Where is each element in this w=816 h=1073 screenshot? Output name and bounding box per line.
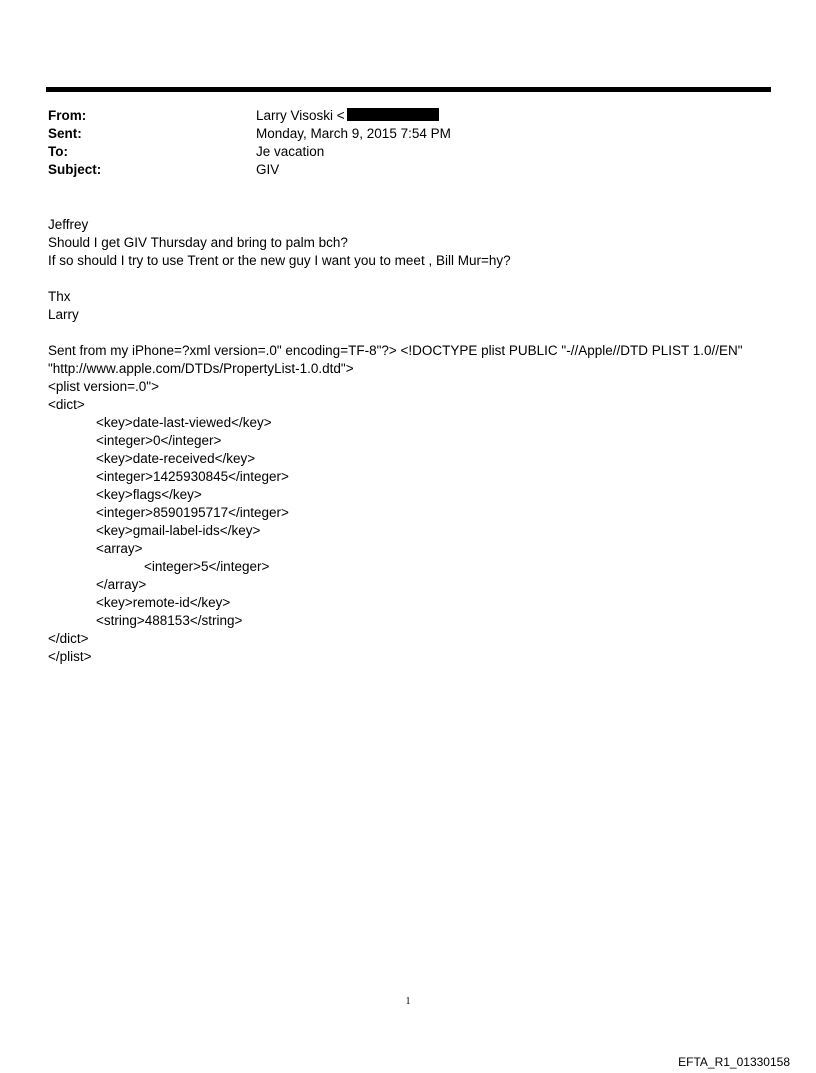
plist-array-item: <integer>5</integer> (144, 559, 270, 574)
signoff-thanks: Thx (48, 289, 71, 304)
from-row (48, 107, 451, 125)
plist-key-date-last-viewed: <key>date-last-viewed</key> (96, 415, 272, 430)
plist-value-flags: <integer>8590195717</integer> (96, 505, 289, 520)
plist-open: <plist version=.0"> (48, 379, 159, 394)
plist-key-date-received: <key>date-received</key> (96, 451, 256, 466)
plist-value-date-last-viewed: <integer>0</integer> (96, 433, 222, 448)
signoff-name: Larry (48, 307, 79, 322)
email-body (48, 216, 788, 666)
header-rule (46, 87, 771, 92)
sent-from-line-1: Sent from my iPhone=?xml version=.0" encoding=TF-8"?> <!DOCTYPE plist PUBLIC "-//Apple//DTD PLIST 1.0//EN" (48, 343, 743, 358)
body-line-2: If so should I try to use Trent or the new guy I want you to meet , Bill Mur=hy? (48, 253, 511, 268)
subject-value: GIV (256, 162, 280, 177)
sent-from-line-2: "http://www.apple.com/DTDs/PropertyList-1.0.dtd"> (48, 361, 354, 376)
plist-array-open: <array> (96, 541, 143, 556)
redaction-block (347, 108, 439, 121)
plist-key-remote-id: <key>remote-id</key> (96, 595, 231, 610)
plist-key-gmail-label-ids: <key>gmail-label-ids</key> (96, 523, 261, 538)
spacer (48, 324, 788, 342)
greeting: Jeffrey (48, 217, 89, 232)
plist-key-flags: <key>flags</key> (96, 487, 202, 502)
from-name: Larry Visoski < (256, 108, 345, 123)
plist-array-close: </array> (96, 577, 147, 592)
dict-close: </dict> (48, 631, 89, 646)
email-header (48, 107, 451, 179)
to-value: Je vacation (256, 144, 325, 159)
to-label: To: (48, 144, 68, 159)
from-value (256, 107, 439, 125)
document-id: EFTA_R1_01330158 (678, 1055, 790, 1069)
to-row (48, 143, 451, 161)
subject-row (48, 161, 451, 179)
from-label: From: (48, 108, 87, 123)
page-number: 1 (405, 996, 411, 1007)
plist-value-date-received: <integer>1425930845</integer> (96, 469, 289, 484)
sent-row (48, 125, 451, 143)
dict-open: <dict> (48, 397, 85, 412)
plist-value-remote-id: <string>488153</string> (96, 613, 243, 628)
spacer (48, 270, 788, 288)
sent-value: Monday, March 9, 2015 7:54 PM (256, 126, 451, 141)
plist-close: </plist> (48, 649, 92, 664)
body-line-1: Should I get GIV Thursday and bring to palm bch? (48, 235, 348, 250)
subject-label: Subject: (48, 162, 102, 177)
sent-label: Sent: (48, 126, 82, 141)
